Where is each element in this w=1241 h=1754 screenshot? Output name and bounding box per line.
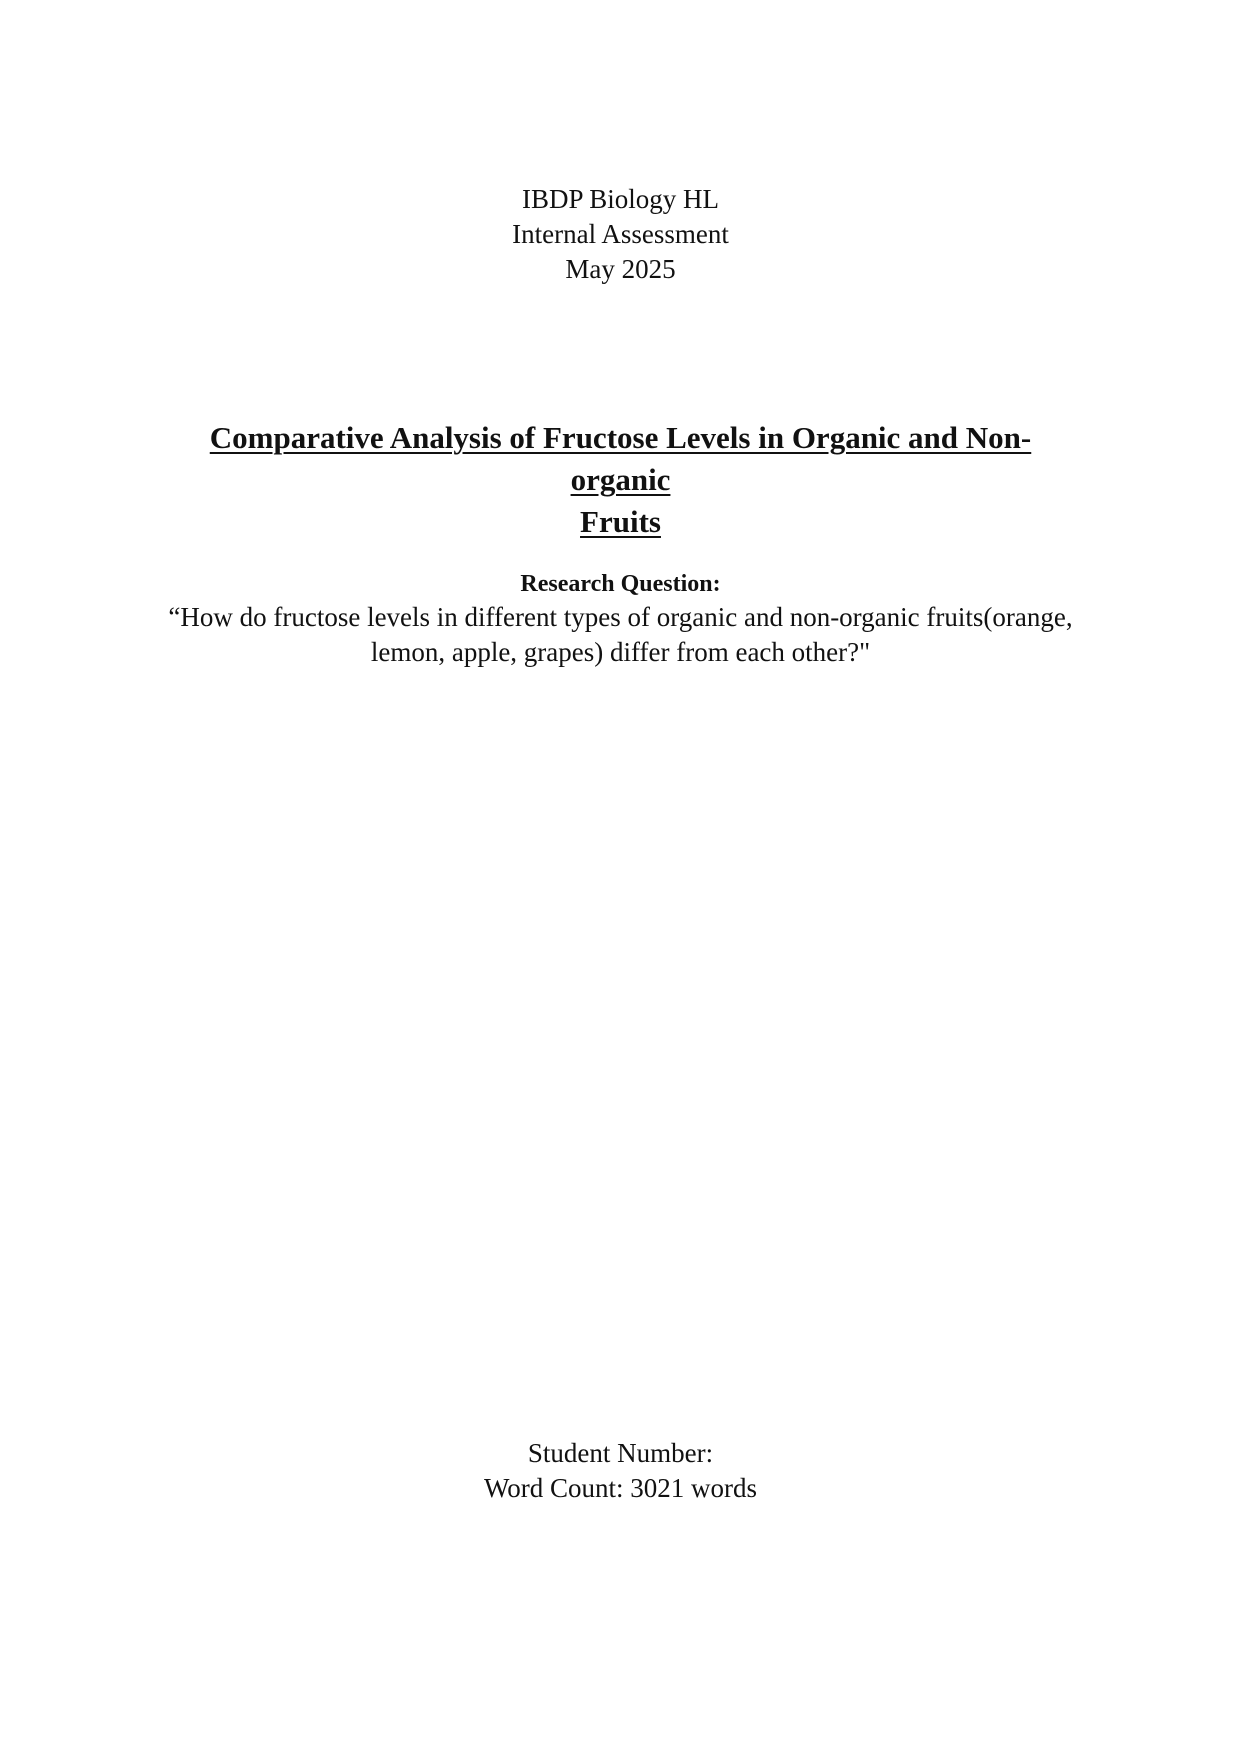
- exam-session: May 2025: [565, 254, 676, 284]
- research-question-line-1: “How do fructose levels in different types of organic and non-organic fruits(orange,: [168, 602, 1073, 632]
- title-line-2: Fruits: [580, 504, 661, 539]
- cover-footer: [0, 1436, 1241, 1506]
- assessment-type: Internal Assessment: [512, 219, 729, 249]
- research-question-label: Research Question:: [520, 571, 721, 597]
- word-count: Word Count: 3021 words: [483, 1473, 758, 1503]
- research-question-line-2: lemon, apple, grapes) differ from each other?": [370, 637, 871, 667]
- cover-header: [0, 182, 1241, 287]
- document-title: [160, 417, 1081, 543]
- research-question-section: [140, 568, 1101, 670]
- course-name: IBDP Biology HL: [521, 184, 719, 214]
- title-line-1: Comparative Analysis of Fructose Levels in Organic and Non-organic: [209, 420, 1032, 497]
- student-number: Student Number:: [527, 1438, 714, 1468]
